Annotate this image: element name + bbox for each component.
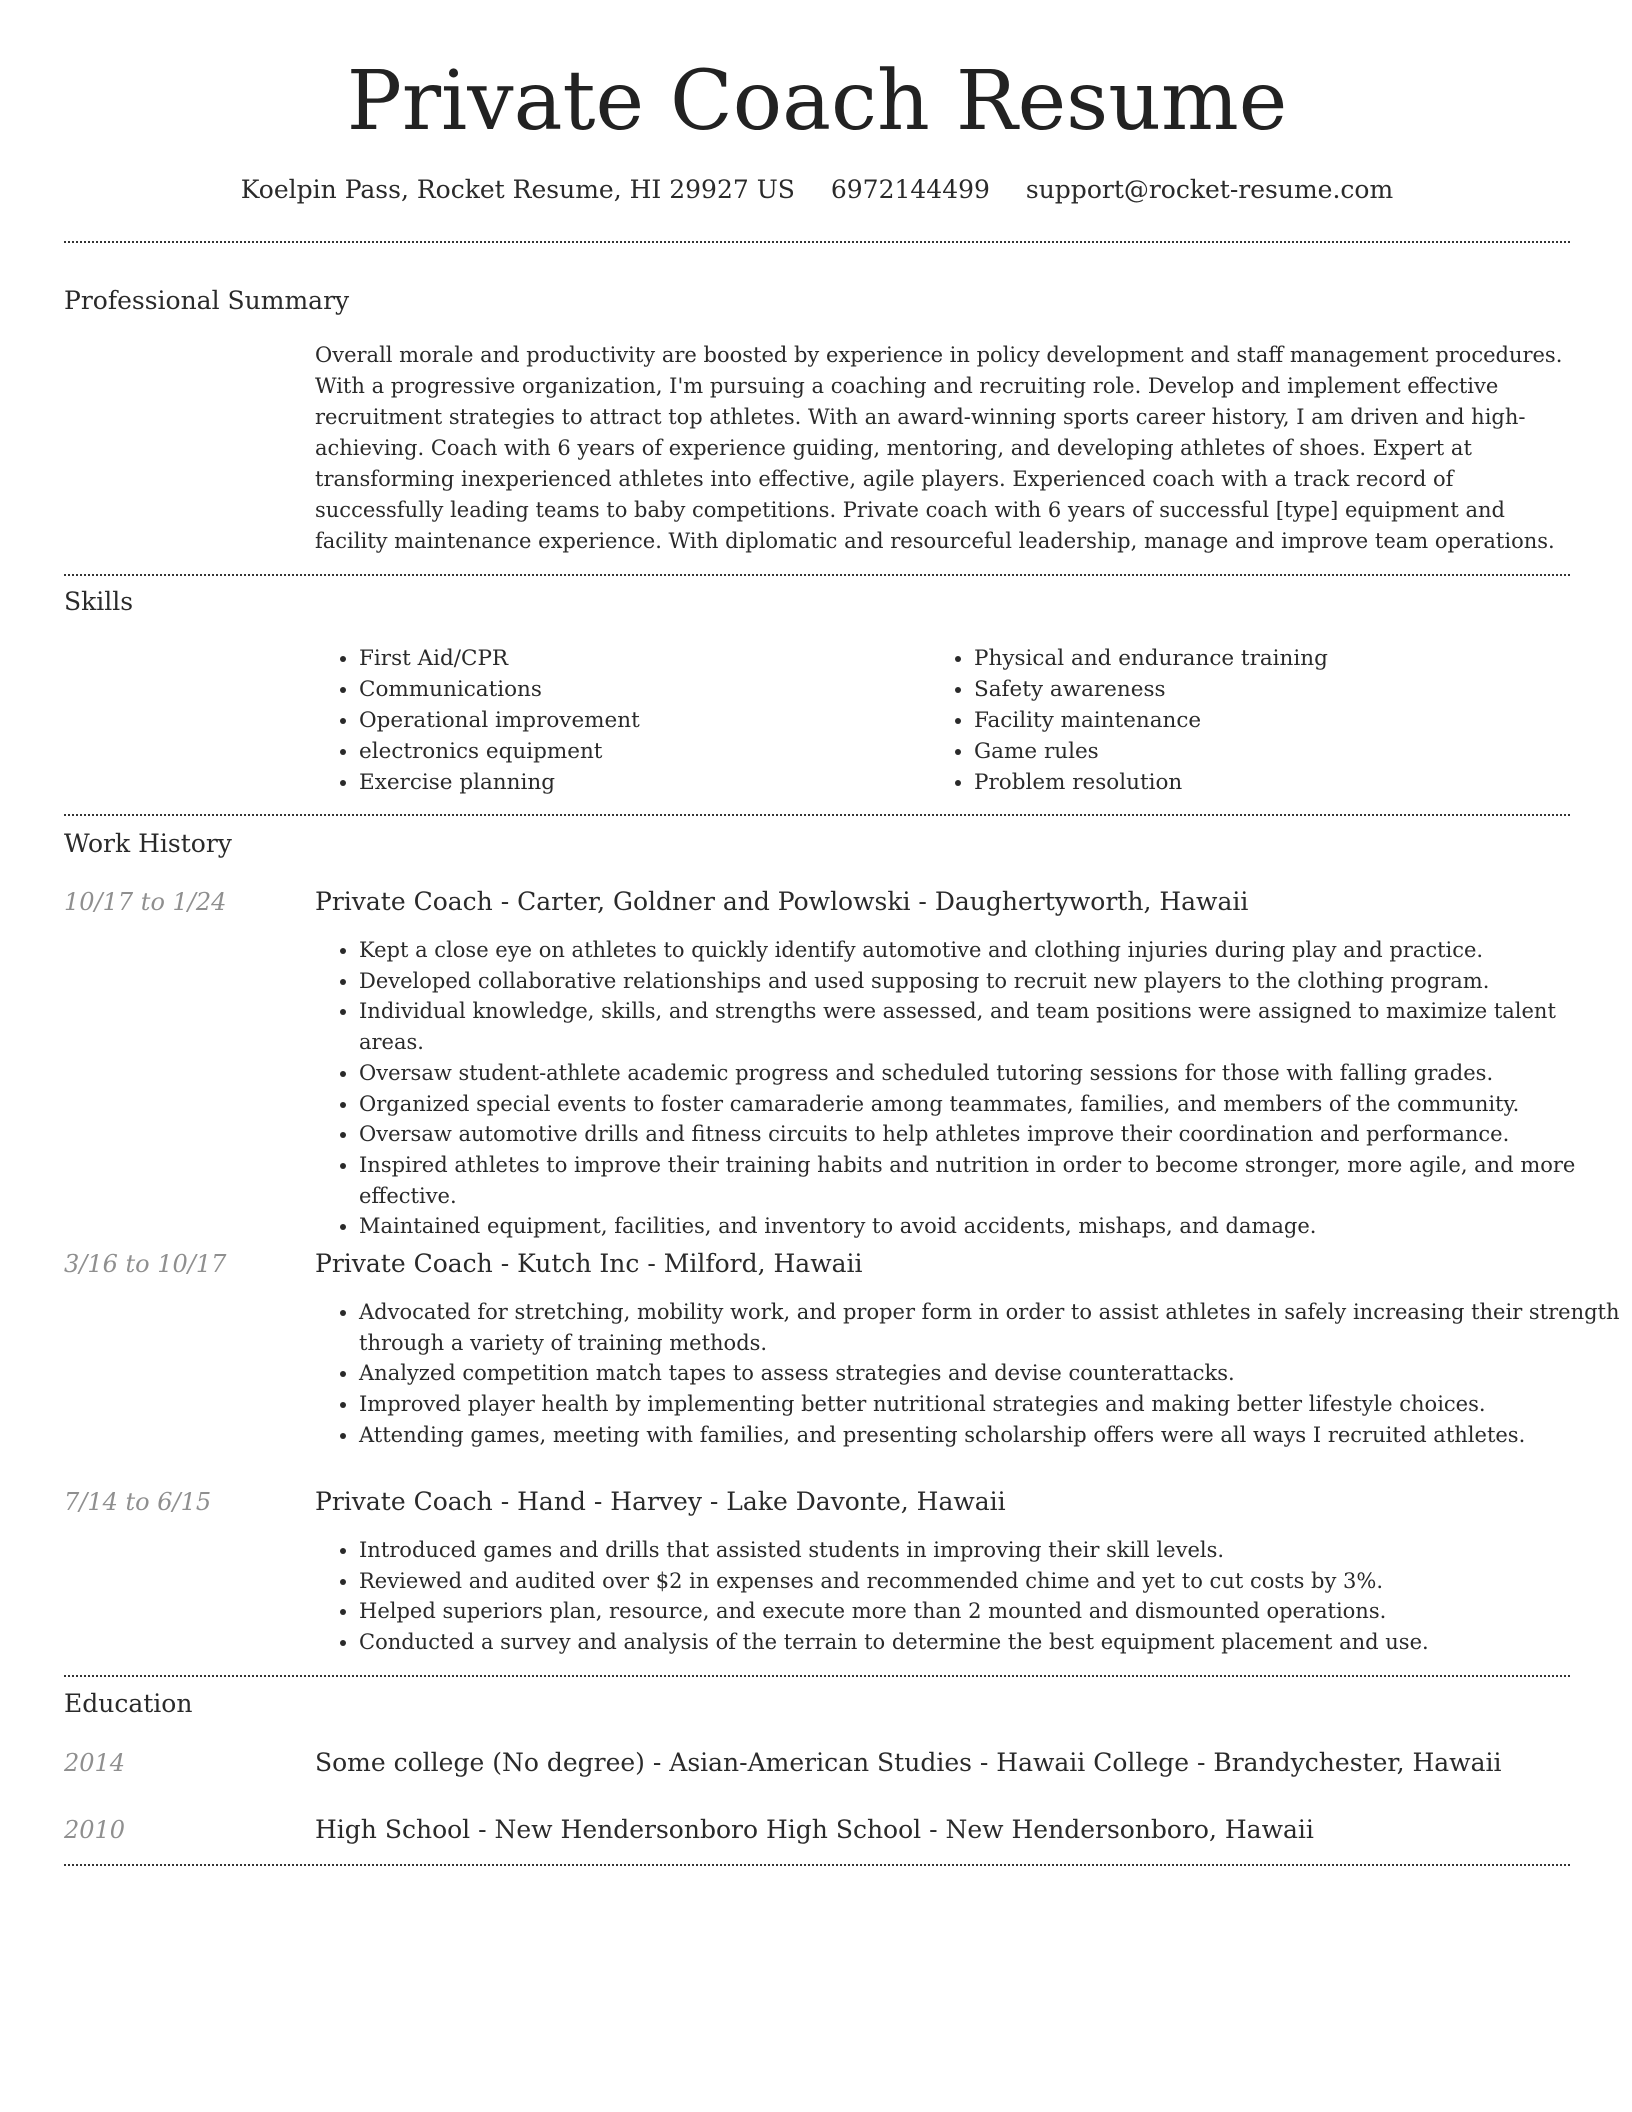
page-title: Private Coach Resume [346, 54, 1288, 149]
job-bullet: • Analyzed competition match tapes to assess strategies and devise counterattacks. [359, 1358, 1624, 1389]
skill-item: • Communications [359, 674, 640, 705]
skill-item: • Game rules [974, 736, 1328, 767]
skill-item: • Exercise planning [359, 767, 640, 798]
job-bullet: • Oversaw student-athlete academic progress and scheduled tutoring sessions for those with falling grades. [359, 1058, 1624, 1089]
contact-email: support@rocket-resume.com [1025, 175, 1394, 204]
education-entry: Some college (No degree) - Asian-American Studies - Hawaii College - Brandychester, Hawaii [315, 1748, 1502, 1777]
job-bullet: • Advocated for stretching, mobility work, and proper form in order to assist athletes in safely increasing their strength through a variety of training methods. [359, 1297, 1624, 1358]
job-bullet: • Conducted a survey and analysis of the terrain to determine the best equipment placement and use. [359, 1627, 1624, 1658]
job-bullet: • Developed collaborative relationships and used supposing to recruit new players to the clothing program. [359, 966, 1624, 997]
job-bullet: • Reviewed and audited over $2 in expenses and recommended chime and yet to cut costs by 3%. [359, 1566, 1624, 1597]
education-year: 2014 [64, 1749, 126, 1777]
divider [64, 814, 1570, 816]
job-title: Private Coach - Hand - Harvey - Lake Davonte, Hawaii [315, 1487, 1006, 1516]
job-bullet: • Attending games, meeting with families, and presenting scholarship offers were all ways I recruited athletes. [359, 1420, 1624, 1451]
skill-item: • Problem resolution [974, 767, 1328, 798]
job-bullets [315, 1535, 1624, 1658]
skill-item: • Safety awareness [974, 674, 1328, 705]
section-title-work: Work History [64, 829, 232, 858]
job-dates: 10/17 to 1/24 [64, 888, 227, 916]
section-title-education: Education [64, 1689, 193, 1718]
skill-item: • Facility maintenance [974, 705, 1328, 736]
education-year: 2010 [64, 1816, 126, 1844]
section-title-skills: Skills [64, 587, 134, 616]
job-bullet: • Maintained equipment, facilities, and inventory to avoid accidents, mishaps, and damage. [359, 1211, 1624, 1242]
skill-item: • Operational improvement [359, 705, 640, 736]
job-dates: 3/16 to 10/17 [64, 1250, 227, 1278]
divider [64, 1675, 1570, 1677]
contact-line [64, 170, 1570, 210]
section-title-summary: Professional Summary [64, 286, 350, 315]
summary-text: Overall morale and productivity are boosted by experience in policy development and staff management procedures. With a progressive organization, I'm pursuing a coaching and recruiting role. Develop and implement effective recruitment strategies to attract top athletes. With an award-winning sports career history, I am driven and high-achieving. Coach with 6 years of experience guiding, mentoring, and developing athletes of shoes. Expert at transforming inexperienced athletes into effective, agile players. Experienced coach with a track record of successfully leading teams to baby competitions. Private coach with 6 years of successful [type] equipment and facility maintenance experience. With diplomatic and resourceful leadership, manage and improve team operations. [315, 343, 1563, 553]
job-bullet: • Introduced games and drills that assisted students in improving their skill levels. [359, 1535, 1624, 1566]
job-bullet: • Improved player health by implementing better nutritional strategies and making better lifestyle choices. [359, 1389, 1624, 1420]
job-bullet: • Kept a close eye on athletes to quickly identify automotive and clothing injuries during play and practice. [359, 935, 1624, 966]
job-bullet: • Individual knowledge, skills, and strengths were assessed, and team positions were assigned to maximize talent areas. [359, 996, 1624, 1057]
skill-item: • First Aid/CPR [359, 643, 640, 674]
job-bullet: • Oversaw automotive drills and fitness circuits to help athletes improve their coordination and performance. [359, 1119, 1624, 1150]
job-bullet: • Organized special events to foster camaraderie among teammates, families, and members of the community. [359, 1089, 1624, 1120]
job-bullets [315, 935, 1624, 1242]
job-bullet: • Inspired athletes to improve their training habits and nutrition in order to become stronger, more agile, and more effective. [359, 1150, 1624, 1211]
contact-phone: 6972144499 [830, 175, 990, 204]
job-title: Private Coach - Carter, Goldner and Powlowski - Daughertyworth, Hawaii [315, 887, 1249, 916]
skill-item: • Physical and endurance training [974, 643, 1328, 674]
job-dates: 7/14 to 6/15 [64, 1488, 212, 1516]
skill-item: • electronics equipment [359, 736, 640, 767]
education-entry: High School - New Hendersonboro High School - New Hendersonboro, Hawaii [315, 1815, 1314, 1844]
skills-list-right [930, 643, 1328, 798]
job-bullet: • Helped superiors plan, resource, and execute more than 2 mounted and dismounted operations. [359, 1596, 1624, 1627]
contact-address: Koelpin Pass, Rocket Resume, HI 29927 US [240, 175, 795, 204]
job-bullets [315, 1297, 1624, 1451]
skills-list-left [315, 643, 640, 798]
divider [64, 574, 1570, 576]
job-title: Private Coach - Kutch Inc - Milford, Hawaii [315, 1249, 863, 1278]
divider [64, 1864, 1570, 1866]
divider [64, 241, 1570, 243]
